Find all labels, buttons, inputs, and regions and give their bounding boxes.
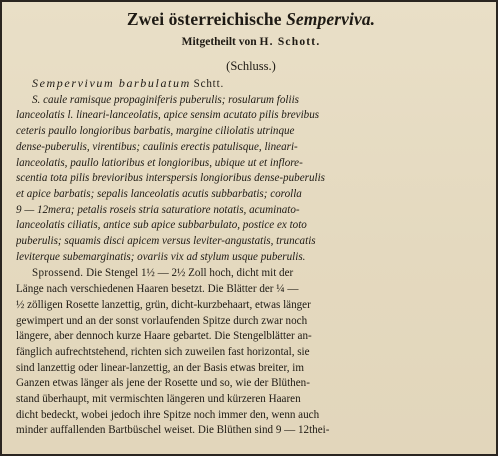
desc-line: stand überhaupt, mit vermischten längeren und kürzeren Haaren <box>16 393 301 406</box>
desc-line: gewimpert und an der sonst vorlaufenden Spitze durch zwar noch <box>16 314 308 327</box>
desc-line: längere, aber dennoch kurze Haare gebartet. Die Stengelblätter an- <box>16 330 312 343</box>
latin-line: lanceolatis l. lineari-lanceolatis, apice sensim acutato pilis brevibus <box>16 109 320 122</box>
byline-author: H. Schott. <box>259 36 321 48</box>
latin-line: lanceolatis, paullo latioribus et longioribus, ubique ut et inflore- <box>16 156 303 169</box>
latin-line: dense-puberulis, virentibus; caulinis erectis patulisque, lineari- <box>16 140 298 153</box>
title-genus: Semperviva. <box>286 9 376 29</box>
latin-line: scentia tota pilis brevioribus interspersis longioribus dense-puberulis <box>16 172 325 185</box>
section-subtitle: (Schluss.) <box>226 59 276 73</box>
latin-line: 9 — 12mera; petalis roseis stria saturatiore notatis, acuminato- <box>16 203 300 216</box>
latin-line: lanceolatis ciliatis, antice sub apice subbarbulato, postice ex toto <box>16 219 307 232</box>
desc-line: ½ zölligen Rosette lanzettig, grün, dicht-kurzbehaart, etwas länger <box>16 298 311 311</box>
desc-line: fänglich aufrechtstehend, richten sich zuweilen fast horizontal, sie <box>16 345 310 358</box>
article-title <box>16 8 486 30</box>
latin-line: S. caule ramisque propaginiferis puberulis; rosularum foliis <box>32 93 299 106</box>
desc-line: sind lanzettig oder linear-lanzettig, an der Basis etwas breiter, im <box>16 361 304 374</box>
byline <box>16 34 486 50</box>
latin-line: et apice barbatis; sepalis lanceolatis acutis subbarbatis; corolla <box>16 187 302 200</box>
latin-line: ceteris paullo longioribus barbatis, margine ciliolatis utrinque <box>16 125 295 138</box>
desc-line: Ganzen etwas länger als jene der Rosette und so, wie der Blüthen- <box>16 377 310 390</box>
latin-line: leviterque subemarginatis; ovariis vix ad stylum usque puberulis. <box>16 250 306 263</box>
desc-line: Länge nach verschiedenen Haaren besetzt. Die Blätter der ¼ — <box>16 283 299 296</box>
latin-diagnosis <box>16 76 486 265</box>
desc-line: minder auffallenden Bartbüschel weiset. Die Blüthen sind 9 — 12thei- <box>16 424 330 437</box>
byline-prefix: Mitgetheilt von <box>181 36 260 48</box>
species-author: Schtt. <box>193 78 225 90</box>
species-name: Sempervivum barbulatum <box>32 76 191 90</box>
desc-line <box>16 266 486 282</box>
species-heading <box>16 76 486 93</box>
desc-first-rest: Die Stengel 1½ — 2½ Zoll hoch, dicht mit der <box>83 267 294 280</box>
title-main: Zwei österreichische <box>126 9 287 29</box>
desc-line: dicht bedeckt, wobei jedoch ihre Spitze noch immer den, wenn auch <box>16 408 320 421</box>
latin-line: puberulis; squamis disci apicem versus leviter-angustatis, truncatis <box>16 235 316 248</box>
german-description <box>16 266 486 439</box>
desc-lead: Sprossend. <box>32 267 84 280</box>
